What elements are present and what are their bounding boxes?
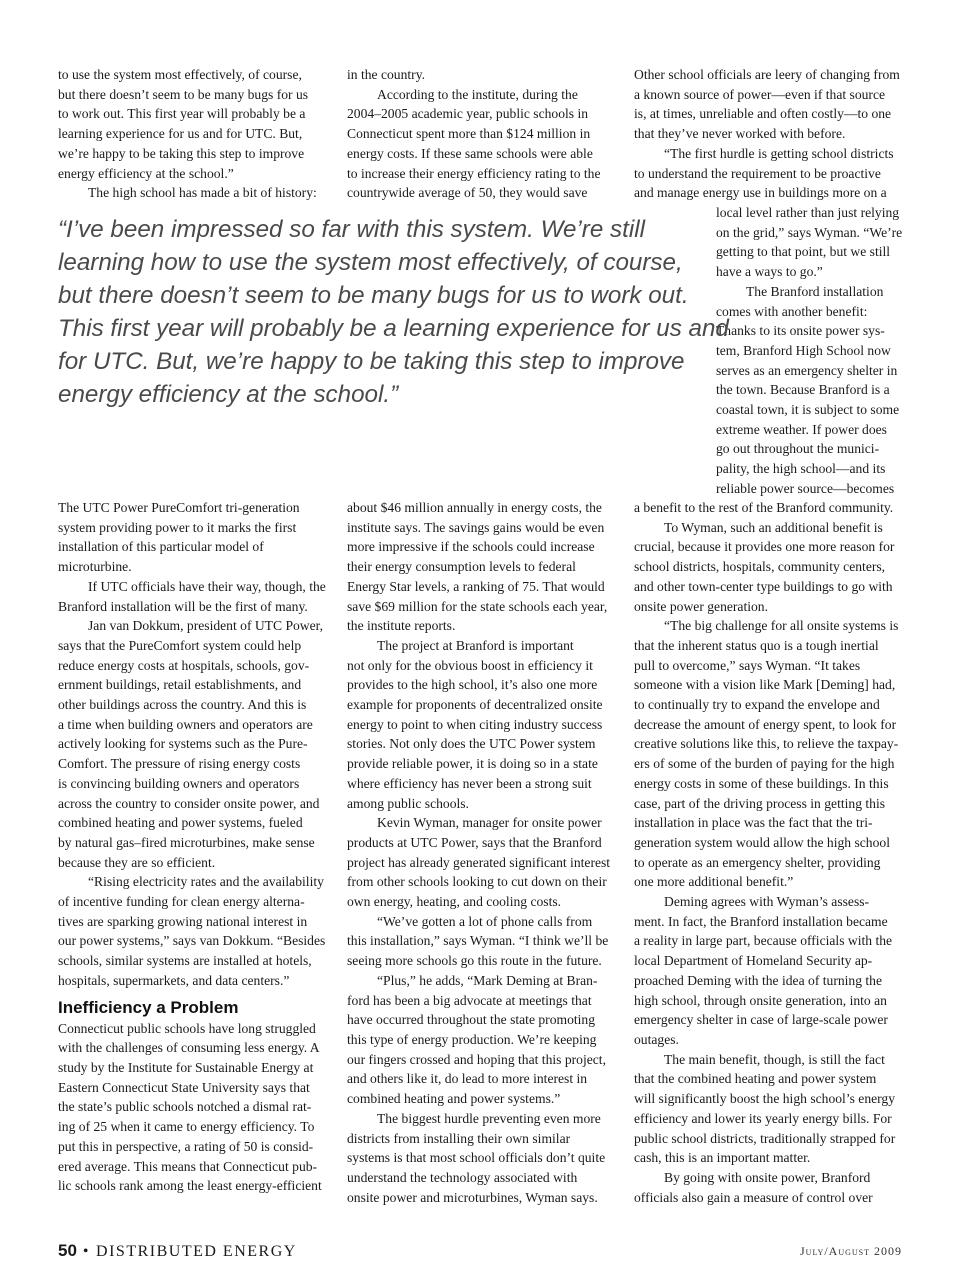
text-line: that they’ve never worked with before. bbox=[634, 126, 846, 142]
text-line: Comfort. The pressure of rising energy costs bbox=[58, 756, 301, 772]
text-line: schools, similar systems are installed at hotels, bbox=[58, 953, 312, 969]
text-line: is, at times, unreliable and often costly—to one bbox=[634, 106, 892, 122]
column-1-bottom bbox=[58, 498, 326, 1196]
text-line: that the inherent status quo is a tough inertial bbox=[634, 637, 879, 653]
text-line: understand the technology associated with bbox=[347, 1169, 578, 1185]
text-line: where efficiency has never been a strong suit bbox=[347, 775, 592, 791]
text-line: The Branford installation bbox=[746, 283, 884, 299]
text-line: hospitals, supermarkets, and data centers.” bbox=[58, 972, 290, 988]
text-line: but there doesn’t seem to be many bugs for us bbox=[58, 86, 309, 102]
text-line: we’re happy to be taking this step to improve bbox=[58, 145, 305, 161]
text-line: to use the system most effectively, of course, bbox=[58, 67, 302, 82]
text-line: the state’s public schools notched a dismal rat- bbox=[58, 1099, 312, 1115]
text-line: “Plus,” he adds, “Mark Deming at Bran- bbox=[377, 972, 598, 988]
text-line: To Wyman, such an additional benefit is bbox=[664, 519, 883, 535]
column-1-body-a bbox=[58, 498, 326, 991]
text-line: tem, Branford High School now bbox=[716, 342, 891, 358]
column-3-bottom bbox=[634, 498, 902, 1207]
text-line: tives are sparking growing national interest in bbox=[58, 913, 308, 929]
text-line: microturbine. bbox=[58, 559, 132, 575]
column-3-top bbox=[634, 65, 902, 203]
text-line: onsite power generation. bbox=[634, 598, 769, 614]
text-line: creative solutions like this, to relieve the taxpay- bbox=[634, 736, 899, 752]
text-line: extreme weather. If power does bbox=[716, 421, 887, 437]
text-line: cash, this is an important matter. bbox=[634, 1150, 811, 1166]
text-line: pull to overcome,” says Wyman. “It takes bbox=[634, 657, 861, 673]
text-line: to continually try to expand the envelope and bbox=[634, 697, 880, 713]
text-line: by natural gas–fired microturbines, make sense bbox=[58, 834, 315, 850]
text-line: “The big challenge for all onsite systems is bbox=[664, 618, 899, 634]
text-line: our fingers crossed and hoping that this project, bbox=[347, 1051, 606, 1067]
column-2-top bbox=[347, 65, 609, 203]
text-line: proached Deming with the idea of turning the bbox=[634, 972, 883, 988]
text-line: installation in place was the fact that the tri- bbox=[634, 815, 873, 831]
text-line: Thanks to its onsite power sys- bbox=[716, 323, 885, 339]
text-line: the town. Because Branford is a bbox=[716, 382, 890, 398]
footer-folio bbox=[58, 1241, 297, 1261]
issue-date: July/August 2009 bbox=[800, 1244, 902, 1258]
text-line: By going with onsite power, Branford bbox=[664, 1169, 871, 1185]
text-line: outages. bbox=[634, 1031, 679, 1047]
text-line: officials also gain a measure of control over bbox=[634, 1189, 873, 1205]
text-line: Kevin Wyman, manager for onsite power bbox=[377, 815, 602, 831]
text-line: high school, through onsite generation, into an bbox=[634, 992, 887, 1008]
text-line: a known source of power—even if that source bbox=[634, 86, 886, 102]
text-line: on the grid,” says Wyman. “We’re bbox=[716, 224, 903, 240]
text-line: “The first hurdle is getting school districts bbox=[664, 145, 894, 161]
column-2-bottom bbox=[347, 498, 615, 1207]
text-line: Energy Star levels, a ranking of 75. That would bbox=[347, 578, 605, 594]
text-line: to understand the requirement to be proactive bbox=[634, 165, 881, 181]
text-line: energy to point to when citing industry success bbox=[347, 716, 603, 732]
text-line: Deming agrees with Wyman’s assess- bbox=[664, 894, 870, 910]
text-line: emergency shelter in case of large-scale power bbox=[634, 1012, 888, 1028]
pull-quote-line: This first year will probably be a learning experience for us and bbox=[58, 315, 729, 342]
text-line: institute says. The savings gains would be even bbox=[347, 519, 605, 535]
text-line: to increase their energy efficiency rating to the bbox=[347, 165, 601, 181]
text-line: learning experience for us and for UTC. But, bbox=[58, 126, 303, 142]
text-line: If UTC officials have their way, though, the bbox=[88, 578, 326, 594]
subheading: Inefficiency a Problem bbox=[58, 997, 239, 1017]
text-line: The biggest hurdle preventing even more bbox=[377, 1110, 601, 1126]
text-line: Other school officials are leery of changing from bbox=[634, 67, 900, 82]
text-line: districts from installing their own similar bbox=[347, 1130, 571, 1146]
text-line: this type of energy production. We’re keeping bbox=[347, 1031, 597, 1047]
text-line: combined heating and power systems.” bbox=[347, 1091, 561, 1107]
text-line: put this in perspective, a rating of 50 is consid- bbox=[58, 1138, 314, 1154]
publication-name: DISTRIBUTED ENERGY bbox=[96, 1243, 297, 1260]
text-line: with the challenges of consuming less energy. A bbox=[58, 1040, 320, 1056]
text-line: actively looking for systems such as the Pure- bbox=[58, 736, 308, 752]
text-line: energy efficiency at the school.” bbox=[58, 165, 234, 181]
text-line: will significantly boost the high school’s energy bbox=[634, 1091, 896, 1107]
text-line: decrease the amount of energy spent, to look for bbox=[634, 716, 897, 732]
text-line: their energy consumption levels to federal bbox=[347, 559, 576, 575]
text-line: products at UTC Power, says that the Branford bbox=[347, 834, 602, 850]
text-line: ing of 25 when it came to energy efficiency. To bbox=[58, 1119, 315, 1135]
text-line: more impressive if the schools could increase bbox=[347, 539, 595, 555]
text-line: case, part of the driving process in getting this bbox=[634, 795, 886, 811]
text-line: reduce energy costs at hospitals, schools, gov- bbox=[58, 657, 310, 673]
text-line: across the country to consider onsite power, and bbox=[58, 795, 320, 811]
text-line: and others like it, do lead to more interest in bbox=[347, 1071, 588, 1087]
text-line: have a ways to go.” bbox=[716, 264, 823, 280]
text-line: onsite power and microturbines, Wyman says. bbox=[347, 1189, 598, 1205]
text-line: systems is that most school officials don’t quite bbox=[347, 1150, 606, 1166]
pull-quote-line: “I’ve been impressed so far with this system. We’re still bbox=[58, 216, 645, 243]
text-line: comes with another benefit: bbox=[716, 303, 868, 319]
column-1-body-b bbox=[58, 1019, 326, 1196]
text-line: system providing power to it marks the first bbox=[58, 519, 297, 535]
text-line: to work out. This first year will probably be a bbox=[58, 106, 306, 122]
text-line: to operate as an emergency shelter, providing bbox=[634, 854, 881, 870]
text-line: coastal town, it is subject to some bbox=[716, 402, 900, 418]
text-line: have occurred throughout the state promoting bbox=[347, 1012, 596, 1028]
page-number: 50 bbox=[58, 1241, 77, 1260]
text-line: energy costs. If these same schools were able bbox=[347, 145, 593, 161]
text-line: efficiency and lower its yearly energy bills. For bbox=[634, 1110, 892, 1126]
text-line: local Department of Homeland Security ap- bbox=[634, 953, 873, 969]
text-line: generation system would allow the high school bbox=[634, 834, 890, 850]
text-line: ment. In fact, the Branford installation became bbox=[634, 913, 888, 929]
text-line: of incentive funding for clean energy alterna- bbox=[58, 894, 305, 910]
text-line: Eastern Connecticut State University says that bbox=[58, 1079, 310, 1095]
text-line: provide reliable power, it is doing so in a state bbox=[347, 756, 598, 772]
text-line: pality, the high school—and its bbox=[716, 461, 886, 477]
text-line: a reality in large part, because officials with the bbox=[634, 933, 893, 949]
pull-quote-line: energy efficiency at the school.” bbox=[58, 381, 399, 408]
text-line: own energy, heating, and cooling costs. bbox=[347, 894, 562, 910]
text-line: a benefit to the rest of the Branford community. bbox=[634, 500, 894, 515]
text-line: says that the PureComfort system could help bbox=[58, 637, 302, 653]
text-line: provides to the high school, it’s also one more bbox=[347, 677, 598, 693]
text-line: installation of this particular model of bbox=[58, 539, 264, 555]
footer-bullet: • bbox=[82, 1243, 91, 1260]
text-line: combined heating and power systems, fueled bbox=[58, 815, 303, 831]
text-line: Branford installation will be the first of many. bbox=[58, 598, 308, 614]
text-line: Connecticut spent more than $124 million in bbox=[347, 126, 591, 142]
text-line: is convincing building owners and operators bbox=[58, 775, 300, 791]
text-line: stories. Not only does the UTC Power system bbox=[347, 736, 596, 752]
text-line: because they are so efficient. bbox=[58, 854, 216, 870]
text-line: our power systems,” says van Dokkum. “Besides bbox=[58, 933, 326, 949]
text-line: ered average. This means that Connecticut pub- bbox=[58, 1158, 318, 1174]
text-line: 2004–2005 academic year, public schools in bbox=[347, 106, 589, 122]
text-line: example for proponents of decentralized onsite bbox=[347, 697, 603, 713]
text-line: ernment buildings, retail establishments, and bbox=[58, 677, 302, 693]
text-line: in the country. bbox=[347, 67, 426, 82]
text-line: “Rising electricity rates and the availability bbox=[88, 874, 324, 890]
text-line: seeing more schools go this route in the future. bbox=[347, 953, 602, 969]
text-line: The UTC Power PureComfort tri-generation bbox=[58, 500, 300, 515]
text-line: and other town-center type buildings to go with bbox=[634, 578, 893, 594]
text-line: that the combined heating and power system bbox=[634, 1071, 877, 1087]
text-line: Jan van Dokkum, president of UTC Power, bbox=[88, 618, 324, 634]
text-line: this installation,” says Wyman. “I think we’ll be bbox=[347, 933, 609, 949]
text-line: go out throughout the munici- bbox=[716, 441, 880, 457]
column-3-wrap bbox=[716, 203, 902, 499]
text-line: Connecticut public schools have long struggled bbox=[58, 1020, 316, 1036]
text-line: lic schools rank among the least energy-efficient bbox=[58, 1178, 322, 1194]
text-line: serves as an emergency shelter in bbox=[716, 362, 898, 378]
text-line: The project at Branford is important bbox=[377, 637, 574, 653]
text-line: other buildings across the country. And this is bbox=[58, 697, 307, 713]
pull-quote-line: but there doesn’t seem to be many bugs for us to work out. bbox=[58, 282, 689, 309]
text-line: study by the Institute for Sustainable Energy at bbox=[58, 1059, 314, 1075]
text-line: about $46 million annually in energy costs, the bbox=[347, 500, 602, 515]
text-line: project has already generated significant interest bbox=[347, 854, 611, 870]
column-1-top bbox=[58, 65, 320, 203]
text-line: the institute reports. bbox=[347, 618, 456, 634]
text-line: from other schools looking to cut down on their bbox=[347, 874, 607, 890]
pull-quote-line: for UTC. But, we’re happy to be taking this step to improve bbox=[58, 348, 685, 375]
text-line: ford has been a big advocate at meetings that bbox=[347, 992, 592, 1008]
text-line: crucial, because it provides one more reason for bbox=[634, 539, 895, 555]
text-line: “We’ve gotten a lot of phone calls from bbox=[377, 913, 593, 929]
text-line: According to the institute, during the bbox=[377, 86, 578, 102]
text-line: and manage energy use in buildings more on a bbox=[634, 185, 887, 201]
text-line: reliable power source—becomes bbox=[716, 480, 895, 496]
text-line: someone with a vision like Mark [Deming] had, bbox=[634, 677, 896, 693]
pull-quote bbox=[58, 213, 729, 411]
text-line: not only for the obvious boost in efficiency it bbox=[347, 657, 593, 673]
text-line: ers of some of the burden of paying for the high bbox=[634, 756, 895, 772]
text-line: energy costs in some of these buildings. In this bbox=[634, 775, 889, 791]
text-line: among public schools. bbox=[347, 795, 469, 811]
text-line: The main benefit, though, is still the fact bbox=[664, 1051, 885, 1067]
pull-quote-line: learning how to use the system most effectively, of course, bbox=[58, 249, 683, 276]
text-line: one more additional benefit.” bbox=[634, 874, 794, 890]
text-line: save $69 million for the state schools each year, bbox=[347, 598, 608, 614]
text-line: getting to that point, but we still bbox=[716, 244, 891, 260]
text-line: school districts, hospitals, community centers, bbox=[634, 559, 886, 575]
text-line: a time when building owners and operators are bbox=[58, 716, 313, 732]
text-line: public school districts, traditionally strapped for bbox=[634, 1130, 896, 1146]
text-line: The high school has made a bit of history: bbox=[88, 185, 317, 201]
text-line: local level rather than just relying bbox=[716, 205, 900, 220]
text-line: countrywide average of 50, they would save bbox=[347, 185, 588, 201]
